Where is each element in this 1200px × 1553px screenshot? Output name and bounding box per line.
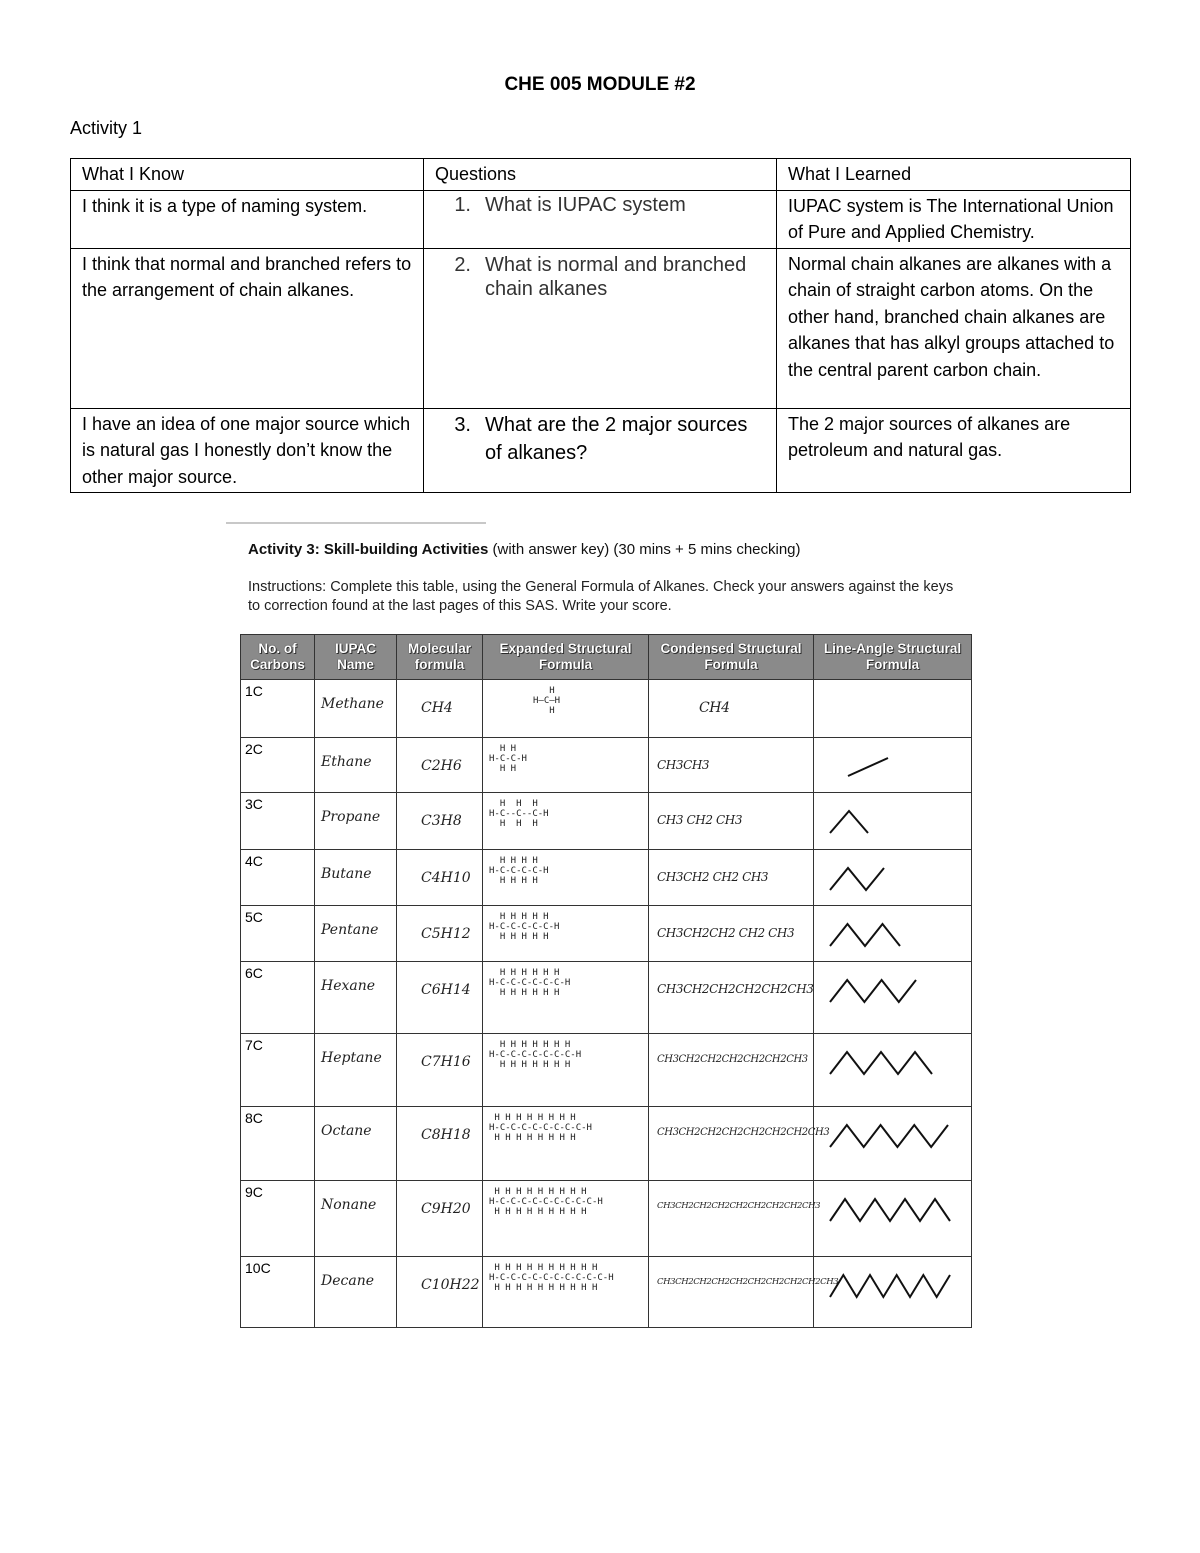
learned-cell: Normal chain alkanes are alkanes with a chain of straight carbon atoms. On the other hand, branched chain alkanes are alkanes that has alkyl groups attached to the central parent carbon chain. — [777, 248, 1131, 408]
expanded-structure-drawing: H H H H-C--C--C-H H H H — [489, 799, 549, 830]
condensed-formula-handwritten: CH3CH2CH2CH2CH2CH2CH2CH2CH2CH3 — [657, 1277, 839, 1288]
carbon-count-cell: 6C — [241, 962, 315, 1034]
activity-3-heading-bold: Activity 3: Skill-building Activities — [248, 541, 489, 558]
header-what-i-learned: What I Learned — [777, 159, 1131, 191]
condensed-formula-cell — [649, 850, 814, 906]
kwl-row — [71, 190, 1131, 248]
expanded-formula-cell — [483, 1034, 649, 1107]
molecular-formula-handwritten: C2H6 — [421, 757, 462, 774]
question-number: 3. — [454, 413, 471, 436]
molecular-formula-cell — [397, 1034, 483, 1107]
condensed-formula-handwritten: CH3CH2CH2CH2CH2CH2CH2CH3 — [657, 1127, 830, 1139]
line-angle-zigzag — [818, 744, 966, 794]
expanded-formula-cell — [483, 793, 649, 850]
condensed-formula-handwritten: CH4 — [699, 700, 730, 716]
scan-divider — [226, 522, 486, 524]
molecular-formula-handwritten: C7H16 — [421, 1054, 471, 1071]
question-cell — [424, 408, 777, 493]
expanded-formula-cell — [483, 905, 649, 962]
condensed-formula-cell — [649, 962, 814, 1034]
question-item — [435, 411, 766, 467]
molecular-formula-handwritten: C5H12 — [421, 925, 471, 942]
line-angle-zigzag — [818, 912, 966, 962]
expanded-formula-cell — [483, 1181, 649, 1257]
molecular-formula-handwritten: C3H8 — [421, 813, 462, 830]
learned-cell: IUPAC system is The International Union of Pure and Applied Chemistry. — [777, 190, 1131, 248]
zigzag-line — [830, 1275, 950, 1297]
iupac-name-handwritten: Decane — [321, 1273, 374, 1290]
line-angle-cell — [814, 850, 972, 906]
condensed-formula-cell — [649, 1034, 814, 1107]
iupac-name-cell — [315, 905, 397, 962]
iupac-name-handwritten: Propane — [321, 809, 381, 826]
kwl-row — [71, 248, 1131, 408]
carbon-count-cell: 1C — [241, 680, 315, 738]
line-angle-cell — [814, 680, 972, 738]
iupac-name-cell — [315, 1107, 397, 1181]
know-cell: I think it is a type of naming system. — [71, 190, 424, 248]
expanded-formula-cell — [483, 737, 649, 793]
molecular-formula-cell — [397, 737, 483, 793]
alkane-row — [241, 905, 972, 962]
iupac-name-handwritten: Heptane — [321, 1050, 382, 1067]
line-angle-cell — [814, 737, 972, 793]
expanded-structure-drawing: H H H H H H H H H-C-C-C-C-C-C-C-C-H H H H H H H H H — [489, 1113, 592, 1144]
line-angle-zigzag — [818, 799, 966, 849]
line-angle-cell — [814, 905, 972, 962]
alkanes-header-row — [241, 635, 972, 680]
expanded-formula-cell — [483, 962, 649, 1034]
condensed-formula-cell — [649, 905, 814, 962]
iupac-name-cell — [315, 793, 397, 850]
alkane-row — [241, 850, 972, 906]
zigzag-line — [830, 1125, 948, 1147]
molecular-formula-handwritten: C4H10 — [421, 870, 471, 887]
question-cell — [424, 190, 777, 248]
expanded-structure-drawing: H H H H H H-C-C-C-C-C-H H H H H H — [489, 911, 560, 942]
molecular-formula-cell — [397, 1181, 483, 1257]
iupac-name-cell — [315, 850, 397, 906]
header-molecular-formula: Molecular formula — [397, 635, 483, 680]
molecular-formula-handwritten: C9H20 — [421, 1201, 471, 1218]
carbon-count-cell: 2C — [241, 737, 315, 793]
iupac-name-handwritten: Pentane — [321, 921, 379, 938]
molecular-formula-cell — [397, 1107, 483, 1181]
question-item — [435, 193, 766, 217]
carbon-count-cell: 3C — [241, 793, 315, 850]
condensed-formula-cell — [649, 793, 814, 850]
zigzag-line — [830, 868, 884, 890]
alkane-row — [241, 737, 972, 793]
condensed-formula-handwritten: CH3 CH2 CH3 — [657, 813, 743, 828]
condensed-formula-handwritten: CH3CH2CH2CH2CH2CH2CH3 — [657, 1054, 808, 1066]
question-text: What is IUPAC system — [485, 193, 686, 216]
molecular-formula-handwritten: C10H22 — [421, 1277, 480, 1294]
molecular-formula-cell — [397, 793, 483, 850]
expanded-structure-drawing: H H H-C-C-H H H — [489, 743, 527, 774]
condensed-formula-cell — [649, 1107, 830, 1181]
kwl-header-row — [71, 159, 1131, 191]
zigzag-line — [830, 811, 868, 833]
header-what-i-know: What I Know — [71, 159, 424, 191]
line-angle-cell — [814, 1107, 972, 1181]
condensed-formula-cell — [649, 1257, 839, 1328]
condensed-formula-handwritten: CH3CH2CH2CH2CH2CH3 — [657, 982, 814, 997]
iupac-name-handwritten: Hexane — [321, 978, 376, 995]
zigzag-line — [830, 924, 900, 946]
expanded-structure-drawing: H H H H H H H H H H H-C-C-C-C-C-C-C-C-C-C-H H H H H H H H H H H — [489, 1263, 614, 1294]
molecular-formula-handwritten: C8H18 — [421, 1127, 471, 1144]
line-angle-cell — [814, 1034, 972, 1107]
expanded-formula-cell — [483, 850, 649, 906]
know-cell: I have an idea of one major source which is natural gas I honestly don’t know the other major source. — [71, 408, 424, 493]
expanded-structure-drawing: H H H H H-C-C-C-C-H H H H H — [489, 856, 549, 887]
expanded-structure-drawing: H H H H H H H-C-C-C-C-C-C-H H H H H H H — [489, 968, 571, 999]
header-condensed-formula: Condensed Structural Formula — [649, 635, 814, 680]
carbon-count-cell: 8C — [241, 1107, 315, 1181]
condensed-formula-handwritten: CH3CH2CH2CH2CH2CH2CH2CH2CH3 — [657, 1201, 821, 1212]
alkane-row — [241, 1181, 972, 1257]
alkanes-table — [240, 634, 972, 1328]
carbon-count-cell: 5C — [241, 905, 315, 962]
line-angle-zigzag — [818, 1263, 966, 1313]
zigzag-line — [830, 1199, 950, 1221]
line-angle-cell — [814, 793, 972, 850]
activity-3-instructions: Instructions: Complete this table, using the General Formula of Alkanes. Check your answers against the keys to correction found at the last pages of this SAS. Write your score. — [248, 579, 954, 614]
line-angle-cell — [814, 1257, 972, 1328]
carbon-count-cell: 10C — [241, 1257, 315, 1328]
molecular-formula-cell — [397, 680, 483, 738]
molecular-formula-handwritten: C6H14 — [421, 982, 471, 999]
iupac-name-cell — [315, 1034, 397, 1107]
alkanes-body — [241, 680, 972, 1328]
alkane-row — [241, 1107, 972, 1181]
question-item — [435, 251, 766, 301]
know-cell: I think that normal and branched refers to the arrangement of chain alkanes. — [71, 248, 424, 408]
line-angle-zigzag — [818, 1187, 966, 1237]
line-angle-zigzag — [818, 968, 966, 1018]
learned-cell: The 2 major sources of alkanes are petroleum and natural gas. — [777, 408, 1131, 493]
line-angle-zigzag — [818, 856, 966, 906]
line-angle-zigzag — [818, 1040, 966, 1090]
expanded-structure-drawing: H H H H H H H H H H-C-C-C-C-C-C-C-C-C-H H H H H H H H H H — [489, 1187, 603, 1218]
header-questions: Questions — [424, 159, 777, 191]
kwl-row — [71, 408, 1131, 493]
zigzag-line — [830, 1052, 932, 1074]
iupac-name-cell — [315, 737, 397, 793]
question-number: 2. — [454, 253, 471, 276]
alkane-row — [241, 962, 972, 1034]
molecular-formula-cell — [397, 905, 483, 962]
expanded-formula-cell — [483, 1107, 649, 1181]
expanded-formula-cell — [483, 1257, 649, 1328]
condensed-formula-cell — [649, 1181, 821, 1257]
question-text: What is normal and branched chain alkanes — [485, 253, 747, 300]
header-iupac-name: IUPAC Name — [315, 635, 397, 680]
carbon-count-cell: 4C — [241, 850, 315, 906]
expanded-structure-drawing: H H—C—H H — [533, 686, 561, 716]
activity-1-label: Activity 1 — [70, 118, 143, 138]
molecular-formula-handwritten: CH4 — [421, 700, 453, 716]
condensed-formula-handwritten: CH3CH2CH2 CH2 CH3 — [657, 925, 795, 940]
line-angle-zigzag — [818, 1113, 966, 1163]
question-number: 1. — [454, 193, 471, 216]
iupac-name-cell — [315, 1181, 397, 1257]
iupac-name-cell — [315, 1257, 397, 1328]
iupac-name-handwritten: Nonane — [321, 1197, 377, 1214]
expanded-structure-drawing: H H H H H H H H-C-C-C-C-C-C-C-H H H H H H H H — [489, 1040, 582, 1071]
molecular-formula-cell — [397, 1257, 483, 1328]
alkane-row — [241, 680, 972, 738]
question-text: What are the 2 major sources of alkanes? — [485, 413, 748, 464]
condensed-formula-cell — [649, 737, 814, 793]
header-line-angle-formula: Line-Angle Structural Formula — [814, 635, 972, 680]
iupac-name-handwritten: Octane — [321, 1123, 372, 1140]
iupac-name-handwritten: Butane — [321, 866, 372, 883]
iupac-name-handwritten: Ethane — [321, 753, 372, 770]
iupac-name-cell — [315, 680, 397, 738]
carbon-count-cell: 9C — [241, 1181, 315, 1257]
line-angle-cell — [814, 1181, 972, 1257]
molecular-formula-cell — [397, 962, 483, 1034]
line-angle-cell — [814, 962, 972, 1034]
alkane-row — [241, 1034, 972, 1107]
molecular-formula-cell — [397, 850, 483, 906]
question-cell — [424, 248, 777, 408]
expanded-formula-cell — [483, 680, 649, 738]
activity-3-heading-rest: (with answer key) (30 mins + 5 mins checking) — [488, 541, 801, 558]
carbon-count-cell: 7C — [241, 1034, 315, 1107]
alkane-row — [241, 1257, 972, 1328]
iupac-name-handwritten: Methane — [321, 696, 384, 712]
condensed-formula-cell — [649, 680, 814, 738]
header-carbons: No. of Carbons — [241, 635, 315, 680]
zigzag-line — [848, 758, 888, 776]
iupac-name-cell — [315, 962, 397, 1034]
activity-3-heading — [248, 541, 801, 558]
header-expanded-formula: Expanded Structural Formula — [483, 635, 649, 680]
zigzag-line — [830, 980, 916, 1002]
alkane-row — [241, 793, 972, 850]
kwl-table — [70, 158, 1131, 493]
condensed-formula-handwritten: CH3CH2 CH2 CH3 — [657, 870, 769, 885]
condensed-formula-handwritten: CH3CH3 — [657, 757, 710, 772]
page-title: CHE 005 MODULE #2 — [504, 74, 696, 95]
